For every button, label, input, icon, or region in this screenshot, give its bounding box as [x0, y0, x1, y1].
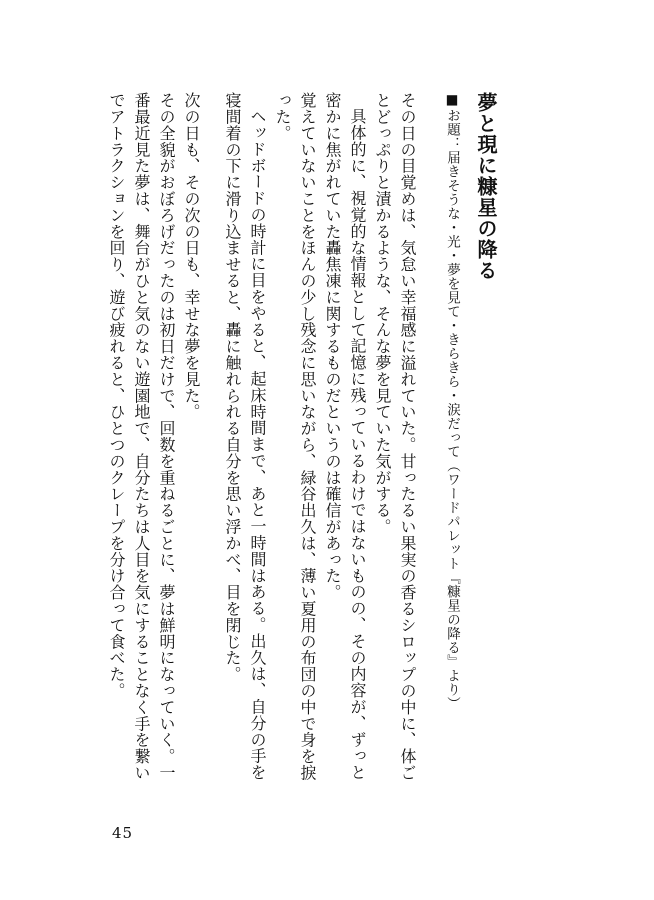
- blank-line: [204, 92, 220, 782]
- story-prompt: ■お題：届きそうな・光・夢を見て・きらきら・涙だって（ワードパレット『糠星の降る』より）: [444, 92, 460, 711]
- blank-line: [420, 92, 436, 782]
- paragraph: ヘッドボードの時計に目をやると、起床時間まで、あと一時間はある。出久は、自分の手を寝間着の下に滑り込ませると、轟に触れられる自分を思い浮かべ、目を閉じた。: [223, 92, 267, 781]
- paragraph: 具体的に、視覚的な情報として記憶に残っているわけではないものの、その内容が、ずっと密かに焦がれていた轟焦凍に関するものだというのは確信があった。: [323, 92, 367, 781]
- paragraph: 覚えていないことをほんの少し残念に思いながら、緑谷出久は、薄い夏用の布団の中で身を捩った。: [273, 92, 317, 781]
- page-number: 45: [112, 824, 134, 842]
- story-title: 夢と現に糠星の降る: [474, 92, 498, 281]
- paragraph: 次の日も、その次の日も、幸せな夢を見た。: [182, 92, 201, 420]
- paragraph: その全貌がおぼろげだったのは初日だけで、回数を重ねるごとに、夢は鮮明になっていく。一番最近見た夢は、舞台がひと気のない遊園地で、自分たちは人目を気にすることなく手を繋いでアトラクションを回り、遊び疲れると、ひとつのクレープを分け合って食べた。: [107, 92, 176, 781]
- paragraph: その日の目覚めは、気怠い幸福感に溢れていた。甘ったるい果実の香るシロップの中に、体ごとどっぷりと漬かるような、そんな夢を見ていた気がする。: [373, 92, 417, 781]
- vertical-text-block: [104, 92, 504, 782]
